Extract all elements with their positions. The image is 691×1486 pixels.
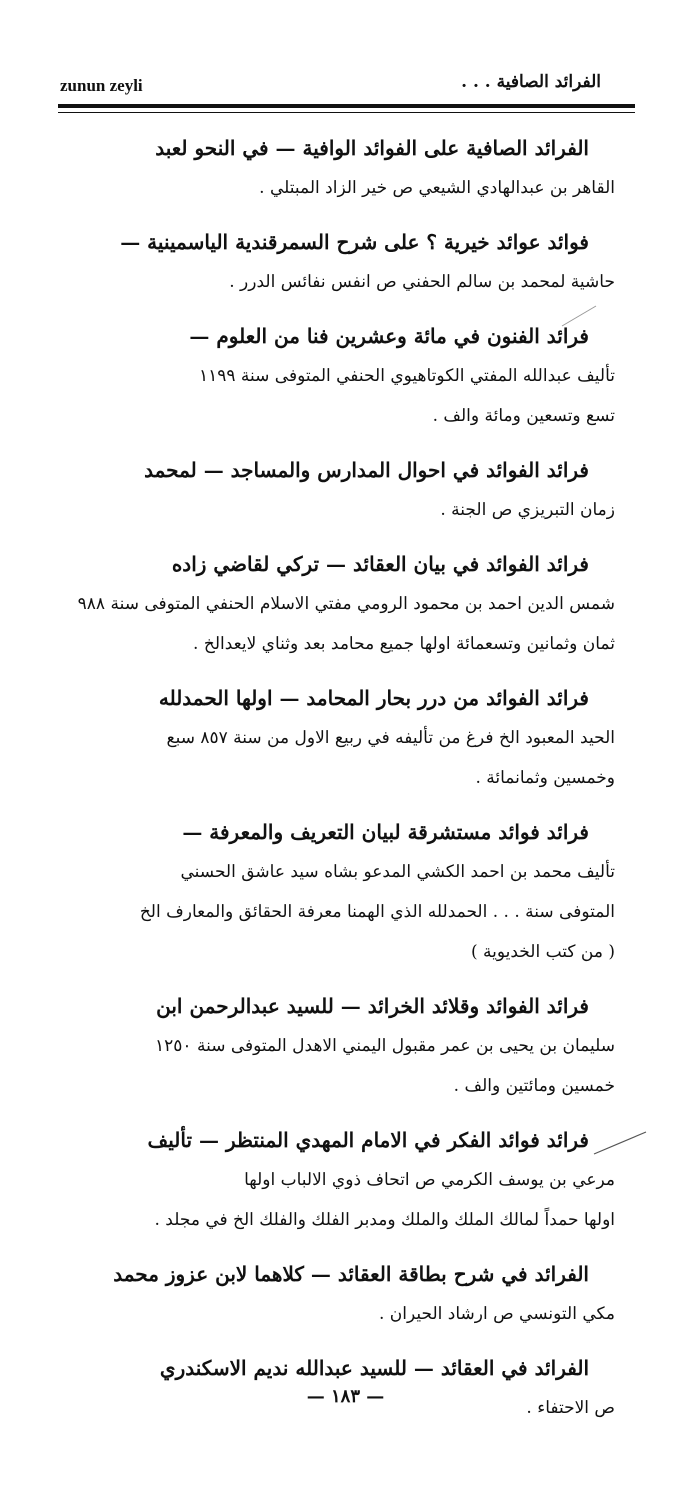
header-rule-thick: [58, 104, 635, 108]
header-rule-thin: [58, 112, 635, 113]
entry: [75, 128, 615, 208]
entry-text-line: تسع وتسعين ومائة والف .: [432, 406, 615, 426]
entry-title-line: الفرائد الصافية على الفوائد الوافية — في النحو لعبد: [155, 136, 589, 160]
entry-title-line: فرائد الفوائد في بيان العقائد — تركي لقاضي زاده: [171, 552, 589, 576]
entry-text-line: اولها حمداً لمالك الملك والملك ومدبر الفلك والفلك الخ في مجلد .: [154, 1210, 615, 1230]
entry: [75, 450, 615, 530]
entry: [75, 222, 615, 302]
entry-text-line: مكي التونسي ص ارشاد الحيران .: [378, 1304, 615, 1324]
entry: [75, 678, 615, 798]
entry: [75, 1120, 615, 1240]
pencil-mark: [590, 1128, 650, 1158]
entry: [75, 1254, 615, 1334]
entry-title-line: فوائد عوائد خيرية ؟ على شرح السمرقندية الياسمينية —: [120, 230, 589, 254]
entry-title-line: الفرائد في العقائد — للسيد عبدالله نديم الاسكندري: [159, 1356, 589, 1380]
entry-text-line: شمس الدين احمد بن محمود الرومي مفتي الاسلام الحنفي المتوفى سنة ٩٨٨: [77, 594, 615, 614]
entry: [75, 544, 615, 664]
entry: [75, 316, 615, 436]
entry-title-line: فرائد الفوائد وقلائد الخرائد — للسيد عبدالرحمن ابن: [156, 994, 589, 1018]
entry-text-line: سليمان بن يحيى بن عمر مقبول اليمني الاهدل المتوفى سنة ١٢٥٠: [155, 1036, 615, 1056]
page-number: — ١٨٣ —: [306, 1386, 385, 1407]
entry-title-line: فرائد الفوائد من درر بحار المحامد — اولها الحمدلله: [158, 686, 589, 710]
entry-text-line: تأليف عبدالله المفتي الكوتاهيوي الحنفي المتوفى سنة ١١٩٩: [198, 366, 615, 386]
entry-title-line: فرائد فوائد مستشرقة لبيان التعريف والمعرفة —: [182, 820, 589, 844]
entry-text-line: وخمسين وثمانمائة .: [475, 768, 615, 788]
entry-text-line: الحيد المعبود الخ فرغ من تأليفه في ربيع الاول من سنة ٨٥٧ سبع: [166, 728, 615, 748]
entry-title-line: فرائد الفوائد في احوال المدارس والمساجد — لمحمد: [144, 458, 589, 482]
entry: [75, 986, 615, 1106]
entry-text-line: زمان التبريزي ص الجنة .: [440, 500, 615, 520]
pencil-mark: [560, 300, 600, 330]
entry-title-line: فرائد الفنون في مائة وعشرين فنا من العلوم —: [189, 324, 589, 348]
entry-text-line: المتوفى سنة . . . الحمدلله الذي الهمنا معرفة الحقائق والمعارف الخ: [139, 902, 615, 922]
entry-title-line: فرائد فوائد الفكر في الامام المهدي المنتظر — تأليف: [147, 1128, 589, 1152]
header-left-title: zunun zeyli: [60, 76, 143, 95]
entry-text-line: خمسين ومائتين والف .: [453, 1076, 615, 1096]
entry-text-line: تأليف محمد بن احمد الكشي المدعو بشاه سيد عاشق الحسني: [180, 862, 615, 882]
entries-list: [75, 128, 615, 1442]
entry-text-line: ثمان وثمانين وتسعمائة اولها جميع محامد بعد وثناي لايعدالخ .: [193, 634, 615, 654]
entry-text-line: القاهر بن عبدالهادي الشيعي ص خير الزاد المبتلي .: [259, 178, 615, 198]
header-right-title: الفرائد الصافية . . .: [461, 72, 601, 92]
entry-text-line: ص الاحتفاء .: [526, 1398, 615, 1418]
entry-text-line: ( من كتب الخديوية ): [470, 942, 615, 962]
entry: [75, 812, 615, 972]
entry-text-line: حاشية لمحمد بن سالم الحفني ص انفس نفائس الدرر .: [229, 272, 615, 292]
entry-title-line: الفرائد في شرح بطاقة العقائد — كلاهما لابن عزوز محمد: [113, 1262, 589, 1286]
entry-text-line: مرعي بن يوسف الكرمي ص اتحاف ذوي الالباب اولها: [244, 1170, 615, 1190]
